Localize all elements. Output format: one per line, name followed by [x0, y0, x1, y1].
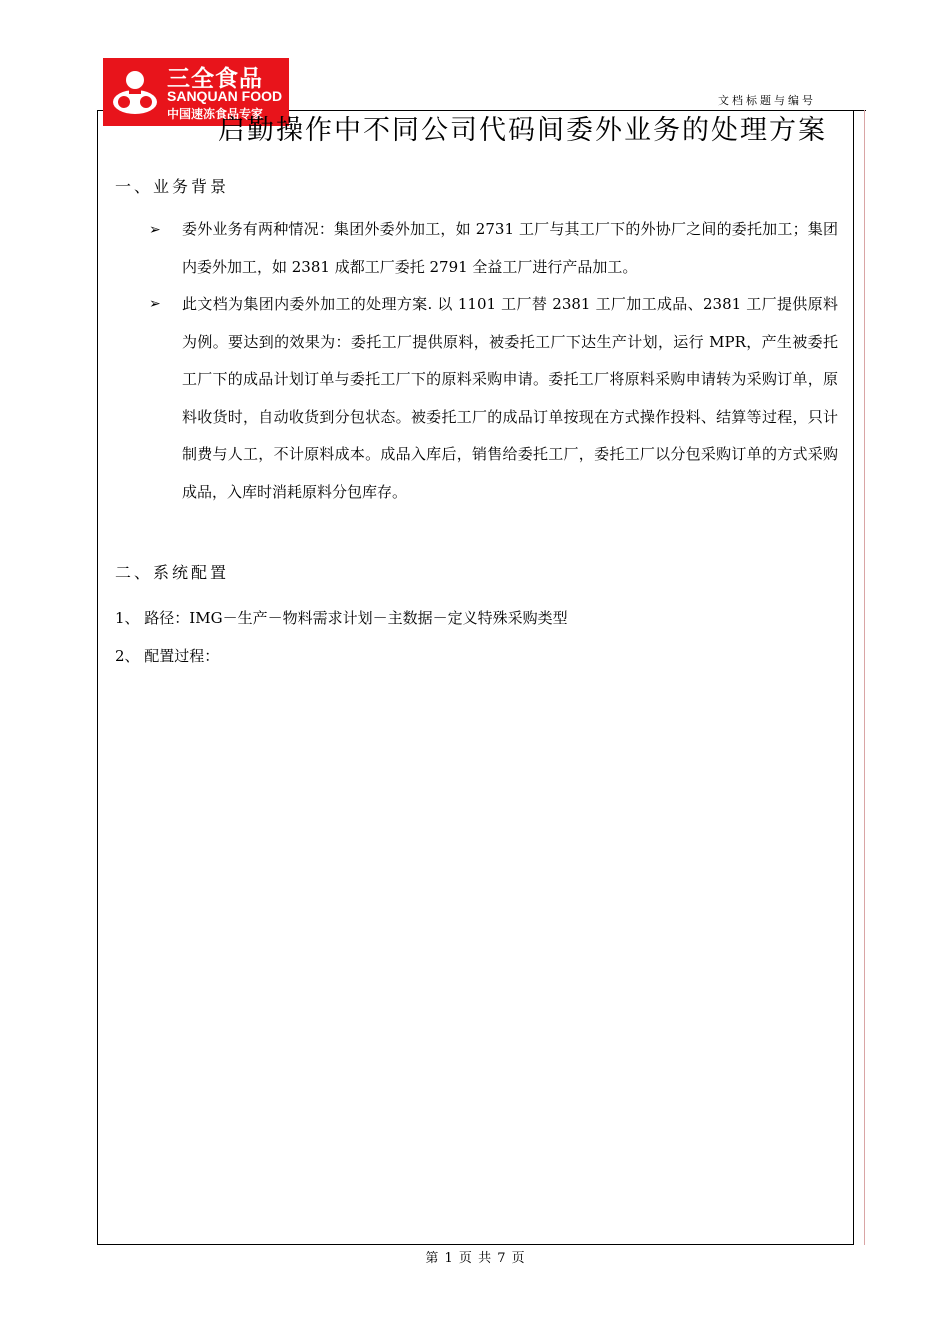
config-step-process: 2、 配置过程：: [115, 647, 220, 665]
document-header-label: 文档标题与编号: [718, 94, 816, 107]
footer-total-number: 7: [497, 1251, 506, 1266]
bullet-icon: ➢: [149, 296, 161, 312]
footer-page-number: 1: [444, 1251, 453, 1266]
logo-brand-en: SANQUAN FOOD: [167, 88, 283, 104]
logo-slogan: 中国速冻食品专家: [167, 107, 264, 121]
section-heading-background: 一、业务背景: [115, 177, 230, 196]
footer-total-label: 共: [478, 1251, 492, 1266]
logo-brand-cn: 三全食品: [167, 66, 263, 92]
document-title: 启勤操作中不同公司代码间委外业务的处理方案: [218, 115, 827, 146]
bullet-icon: ➢: [149, 222, 161, 238]
sanquan-logo-icon: [109, 66, 161, 118]
config-step-path: 1、 路径：IMG－生产－物料需求计划－主数据－定义特殊采购类型: [115, 609, 568, 627]
section-heading-config: 二、系统配置: [115, 563, 230, 582]
footer-page-unit: 页: [458, 1251, 472, 1266]
paragraph-solution-description: 此文档为集团内委外加工的处理方案. 以 1101 工厂替 2381 工厂加工成品、2381 工厂提供原料为例。要达到的效果为：委托工厂提供原料，被委托工厂下达生产计划，运行 MPR，产生被委托工厂下的成品计划订单与委托工厂下的原料采购申请。委托工厂将原料采购申请转为采购订单，原料收货时，自动收货到分包状态。被委托工厂的成品订单按现在方式操作投料、结算等过程，只计制费与人工，不计原料成本。成品入库后，销售给委托工厂，委托工厂以分包采购订单的方式采购成品，入库时消耗原料分包库存。: [182, 295, 838, 501]
page-footer: [0, 1247, 950, 1266]
paragraph-outsourcing-types: 委外业务有两种情况：集团外委外加工，如 2731 工厂与其工厂下的外协厂之间的委托加工；集团内委外加工，如 2381 成都工厂委托 2791 全益工厂进行产品加工。: [182, 220, 838, 276]
margin-line: [864, 110, 865, 1245]
footer-total-unit: 页: [511, 1251, 525, 1266]
footer-page-label: 第: [425, 1251, 439, 1266]
